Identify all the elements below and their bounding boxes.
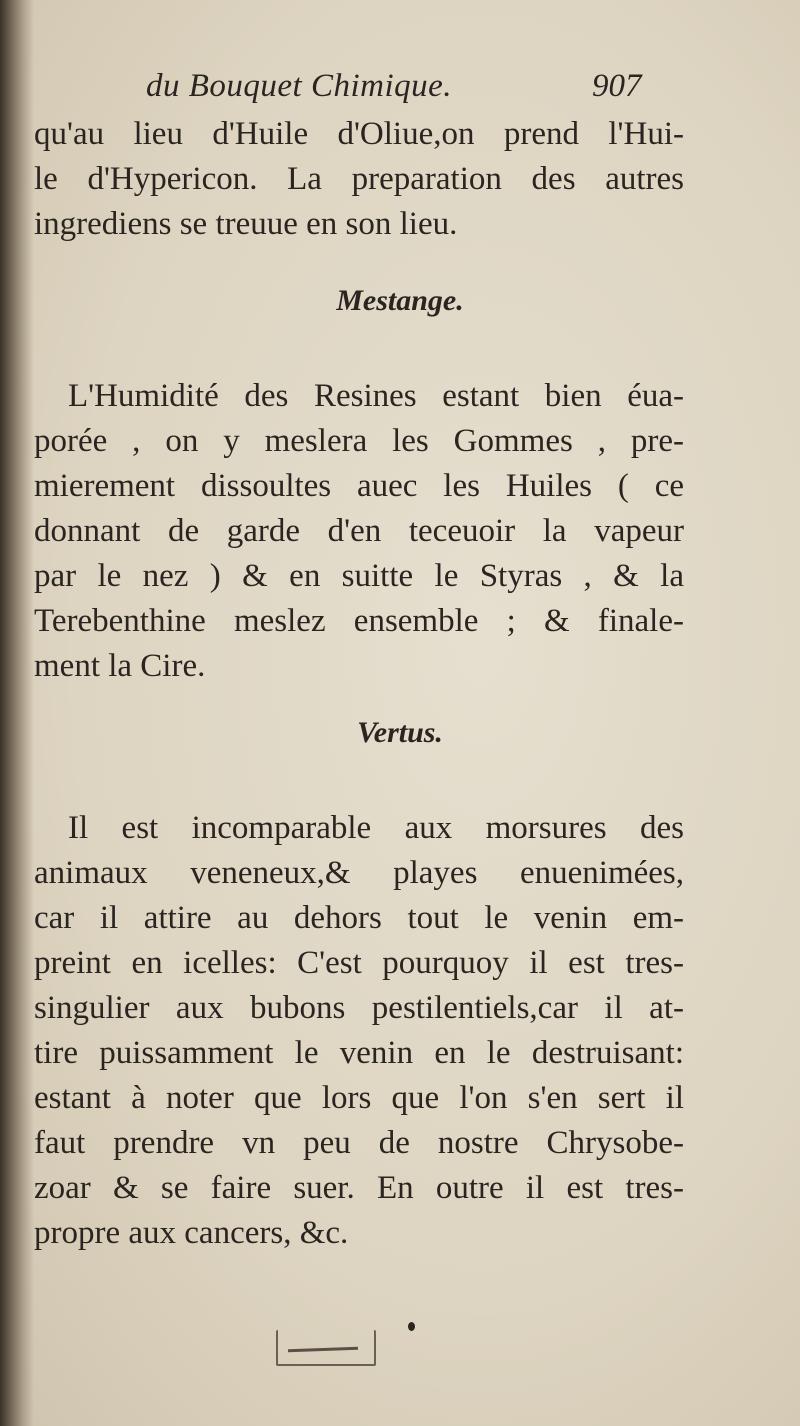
text-line: le d'Hypericon. La preparation des autres xyxy=(34,161,684,197)
text-line: Il est incomparable aux morsures des xyxy=(68,810,684,846)
paragraph-mestange xyxy=(34,374,684,689)
binding-shadow xyxy=(0,0,34,1426)
text-line: L'Humidité des Resines estant bien éua- xyxy=(68,378,684,414)
text-line: Terebenthine meslez ensemble ; & finale- xyxy=(34,603,684,639)
text-line: car il attire au dehors tout le venin em- xyxy=(34,900,684,936)
paragraph-continuation xyxy=(34,112,684,247)
paragraph-vertus xyxy=(34,806,684,1256)
text-line: par le nez ) & en suitte le Styras , & la xyxy=(34,558,684,594)
text-line: porée , on y meslera les Gommes , pre- xyxy=(34,423,684,459)
text-line: preint en icelles: C'est pourquoy il est tres- xyxy=(34,945,684,981)
text-line: zoar & se faire suer. En outre il est tres- xyxy=(34,1170,684,1206)
text-line: qu'au lieu d'Huile d'Oliue,on prend l'Hui- xyxy=(34,116,684,152)
text-line: propre aux cancers, &c. xyxy=(34,1215,349,1251)
text-line: donnant de garde d'en teceuoir la vapeur xyxy=(34,513,684,549)
text-line: estant à noter que lors que l'on s'en sert il xyxy=(34,1080,684,1116)
text-line: ment la Cire. xyxy=(34,648,206,684)
running-head xyxy=(0,68,800,112)
text-line: singulier aux bubons pestilentiels,car il at- xyxy=(34,990,684,1026)
section-heading-mestange: Mestange. xyxy=(336,284,464,317)
text-line: mierement dissoultes auec les Huiles ( ce xyxy=(34,468,684,504)
catchword-mark xyxy=(276,1330,376,1366)
page-number: 907 xyxy=(592,68,642,104)
section-heading-vertus: Vertus. xyxy=(357,716,443,749)
text-line: tire puissamment le venin en le destruisant: xyxy=(34,1035,684,1071)
text-line: ingrediens se treuue en son lieu. xyxy=(34,206,458,242)
text-line: faut prendre vn peu de nostre Chrysobe- xyxy=(34,1125,684,1161)
running-head-title: du Bouquet Chimique. xyxy=(146,68,453,104)
text-line: animaux veneneux,& playes enuenimées, xyxy=(34,855,684,891)
ink-dot xyxy=(408,1322,415,1331)
